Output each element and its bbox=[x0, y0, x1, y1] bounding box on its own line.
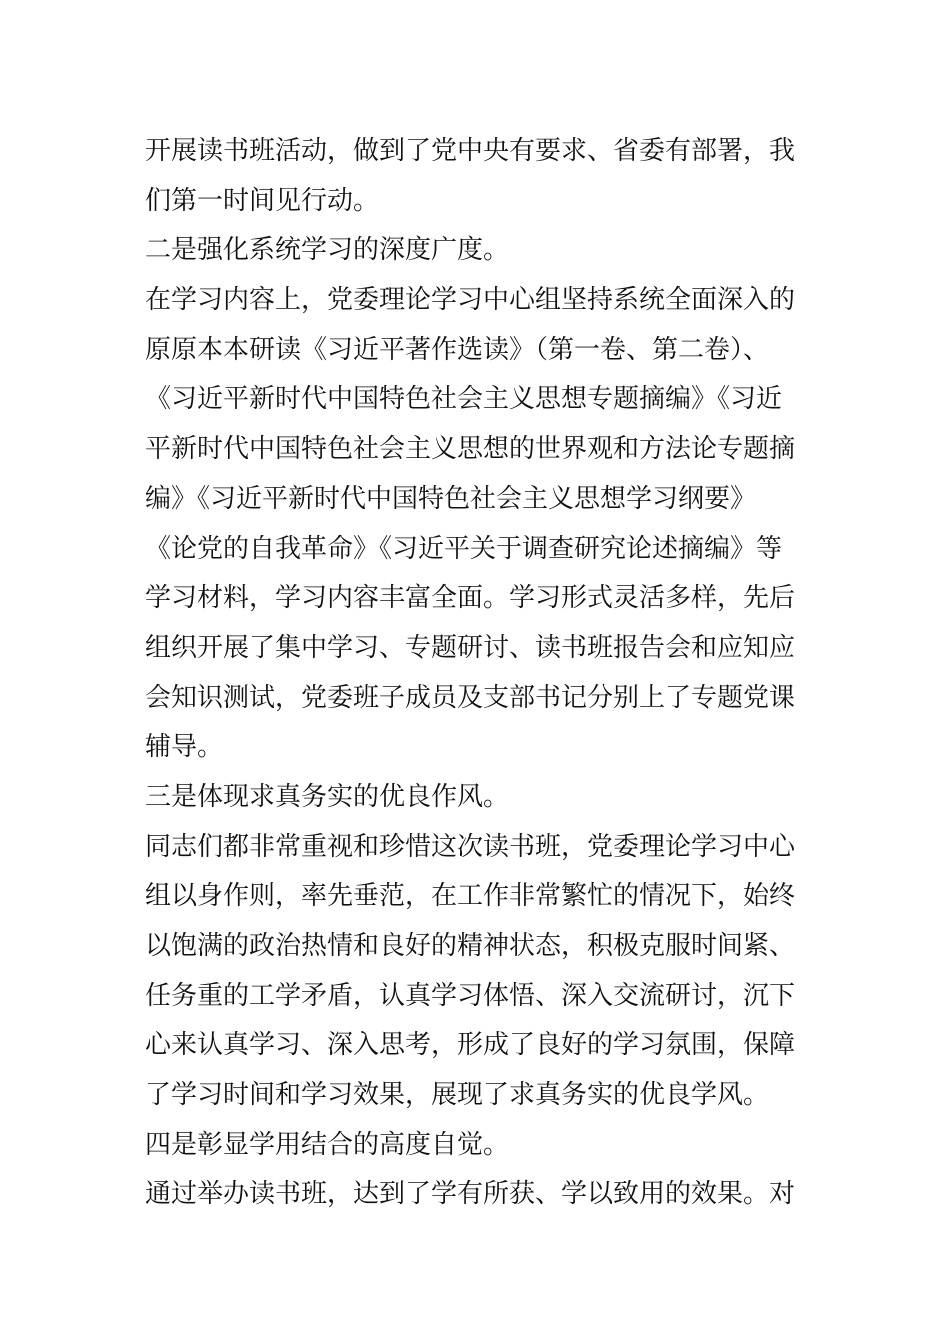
document-body bbox=[145, 127, 810, 1220]
section-heading: 二是强化系统学习的深度广度。 bbox=[145, 235, 510, 266]
text-line: 了学习时间和学习效果，展现了求真务实的优良学风。 bbox=[145, 1080, 770, 1111]
text-line: 们第一时间见行动。 bbox=[145, 185, 380, 216]
text-line: 《论党的自我革命》《习近平关于调查研究论述摘编》等 bbox=[145, 533, 783, 564]
text-line: 辅导。 bbox=[145, 732, 224, 763]
text-line: 平新时代中国特色社会主义思想的世界观和方法论专题摘 bbox=[145, 434, 796, 465]
text-line: 编》《习近平新时代中国特色社会主义思想学习纲要》 bbox=[145, 483, 757, 514]
text-line: 任务重的工学矛盾，认真学习体悟、深入交流研讨，沉下 bbox=[145, 980, 796, 1011]
text-line: 组织开展了集中学习、专题研讨、读书班报告会和应知应 bbox=[145, 632, 796, 663]
section-heading: 三是体现求真务实的优良作风。 bbox=[145, 781, 510, 812]
text-line: 组以身作则，率先垂范，在工作非常繁忙的情况下，始终 bbox=[145, 881, 796, 912]
text-line: 同志们都非常重视和珍惜这次读书班，党委理论学习中心 bbox=[145, 831, 796, 862]
text-line: 《习近平新时代中国特色社会主义思想专题摘编》《习近 bbox=[145, 384, 783, 415]
text-line: 原原本本研读《习近平著作选读》（第一卷、第二卷）、 bbox=[145, 334, 770, 365]
text-line: 通过举办读书班，达到了学有所获、学以致用的效果。对 bbox=[145, 1179, 796, 1210]
text-line: 在学习内容上，党委理论学习中心组坚持系统全面深入的 bbox=[145, 285, 796, 316]
text-line: 以饱满的政治热情和良好的精神状态，积极克服时间紧、 bbox=[145, 931, 796, 961]
text-line: 会知识测试，党委班子成员及支部书记分别上了专题党课 bbox=[145, 682, 796, 713]
text-line: 学习材料，学习内容丰富全面。学习形式灵活多样，先后 bbox=[145, 583, 796, 614]
text-line: 心来认真学习、深入思考，形成了良好的学习氛围，保障 bbox=[145, 1030, 796, 1061]
section-heading: 四是彰显学用结合的高度自觉。 bbox=[145, 1129, 510, 1160]
text-line: 开展读书班活动，做到了党中央有要求、省委有部署，我 bbox=[145, 136, 796, 166]
